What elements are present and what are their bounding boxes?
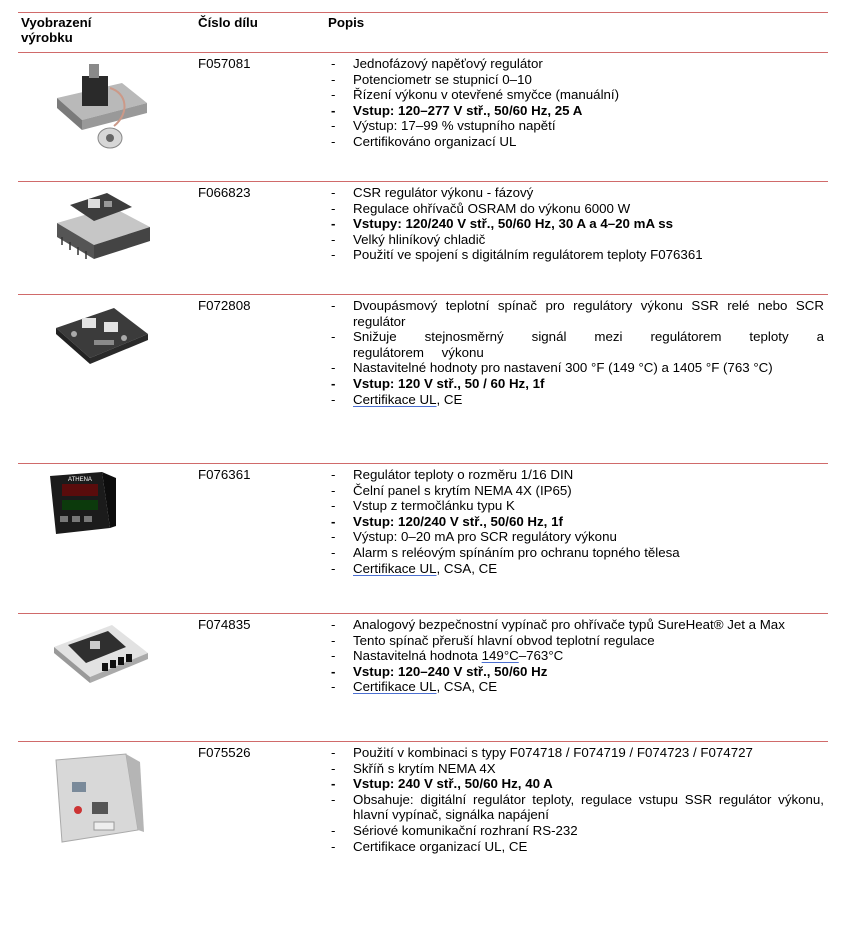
part-number: F072808 (198, 298, 251, 313)
description-item: - Nastavitelné hodnoty pro nastavení 300 °F (149 °C) a 1405 °F (763 °C) (328, 360, 824, 376)
description-list (328, 745, 824, 854)
description-list (328, 185, 824, 263)
setpoint-rest: –763°C (518, 648, 564, 664)
description-item-certification (328, 561, 824, 577)
certification-link: Certifikace UL (353, 679, 437, 695)
svg-text:ATHENA: ATHENA (68, 477, 92, 483)
description-item: - Snižuje stejnosměrný signál mezi regulátorem teploty a regulátorem výkonu (328, 329, 824, 360)
voltage-regulator-image (52, 58, 152, 158)
description-item: - Obsahuje: digitální regulátor teploty, regulace vstupu SSR regulátor výkonu, hlavní vypínač, signálka napájení (328, 792, 824, 823)
temperature-switch-image (52, 300, 152, 380)
row-rule (18, 294, 828, 295)
description-item: - Analogový bezpečnostní vypínač pro ohřívače typů SureHeat® Jet a Max (328, 617, 824, 633)
scr-power-controller-image (52, 185, 152, 267)
description-item: - Dvoupásmový teplotní spínač pro regulátory výkonu SSR relé nebo SCR regulátor (328, 298, 824, 329)
control-enclosure-image (48, 750, 148, 850)
description-item: - Čelní panel s krytím NEMA 4X (IP65) (328, 483, 824, 499)
description-item: - Použití ve spojení s digitálním regulátorem teploty F076361 (328, 247, 824, 263)
part-number: F075526 (198, 745, 251, 760)
certification-rest: , CSA, CE (436, 560, 498, 576)
header-top-rule (18, 12, 828, 13)
description-item: - Řízení výkonu v otevřené smyčce (manuální) (328, 87, 824, 103)
part-number: F076361 (198, 467, 251, 482)
description-list (328, 617, 824, 695)
description-item-setpoint (328, 648, 824, 664)
description-item-certification (328, 679, 824, 695)
description-item-input: - Vstup: 120 V stř., 50 / 60 Hz, 1f (328, 376, 824, 392)
description-item: - Alarm s reléovým spínáním pro ochranu topného tělesa (328, 545, 824, 561)
certification-rest: , CSA, CE (436, 679, 498, 695)
description-item-input: - Vstup: 120–240 V stř., 50/60 Hz (328, 664, 824, 680)
description-item: - Výstup: 17–99 % vstupního napětí (328, 118, 824, 134)
description-item: - Výstup: 0–20 mA pro SCR regulátory výkonu (328, 529, 824, 545)
description-item: - Použití v kombinaci s typy F074718 / F074719 / F074723 / F074727 (328, 745, 824, 761)
description-item: - Tento spínač přeruší hlavní obvod teplotní regulace (328, 633, 824, 649)
setpoint-text: Nastavitelná hodnota (353, 648, 482, 664)
description-item: - Potenciometr se stupnicí 0–10 (328, 72, 824, 88)
description-item: - Jednofázový napěťový regulátor (328, 56, 824, 72)
part-number: F066823 (198, 185, 251, 200)
description-item: - Skříň s krytím NEMA 4X (328, 761, 824, 777)
description-item-certification (328, 392, 824, 408)
row-rule (18, 741, 828, 742)
temperature-controller-image (40, 470, 120, 540)
column-header-description: Popis (328, 15, 365, 30)
description-item-input: - Vstupy: 120/240 V stř., 50/60 Hz, 30 A a 4–20 mA ss (328, 216, 824, 232)
description-list (328, 467, 824, 576)
row-rule (18, 463, 828, 464)
part-number: F074835 (198, 617, 251, 632)
description-item: - Regulátor teploty o rozměru 1/16 DIN (328, 467, 824, 483)
column-header-image: Vyobrazení výrobku (21, 15, 92, 45)
row-rule (18, 613, 828, 614)
description-item: - Certifikováno organizací UL (328, 134, 824, 150)
column-header-part-number: Číslo dílu (198, 15, 258, 30)
description-item: - Vstup z termočlánku typu K (328, 498, 824, 514)
description-item-input: - Vstup: 120–277 V stř., 50/60 Hz, 25 A (328, 103, 824, 119)
certification-link: Certifikace UL (353, 560, 437, 576)
description-item: - Regulace ohřívačů OSRAM do výkonu 6000 W (328, 201, 824, 217)
certification-link: Certifikace UL (353, 391, 437, 407)
certification-rest: , CE (436, 391, 463, 407)
description-item-input: - Vstup: 120/240 V stř., 50/60 Hz, 1f (328, 514, 824, 530)
description-item-input: - Vstup: 240 V stř., 50/60 Hz, 40 A (328, 776, 824, 792)
description-item: - CSR regulátor výkonu - fázový (328, 185, 824, 201)
description-list (328, 56, 824, 150)
description-item: - Velký hliníkový chladič (328, 232, 824, 248)
setpoint-link: 149°C (481, 648, 519, 664)
safety-switch-image (50, 617, 150, 702)
part-number: F057081 (198, 56, 251, 71)
description-item: - Certifikace organizací UL, CE (328, 839, 824, 855)
description-list (328, 298, 824, 407)
row-rule (18, 52, 828, 53)
description-item: - Sériové komunikační rozhraní RS-232 (328, 823, 824, 839)
row-rule (18, 181, 828, 182)
